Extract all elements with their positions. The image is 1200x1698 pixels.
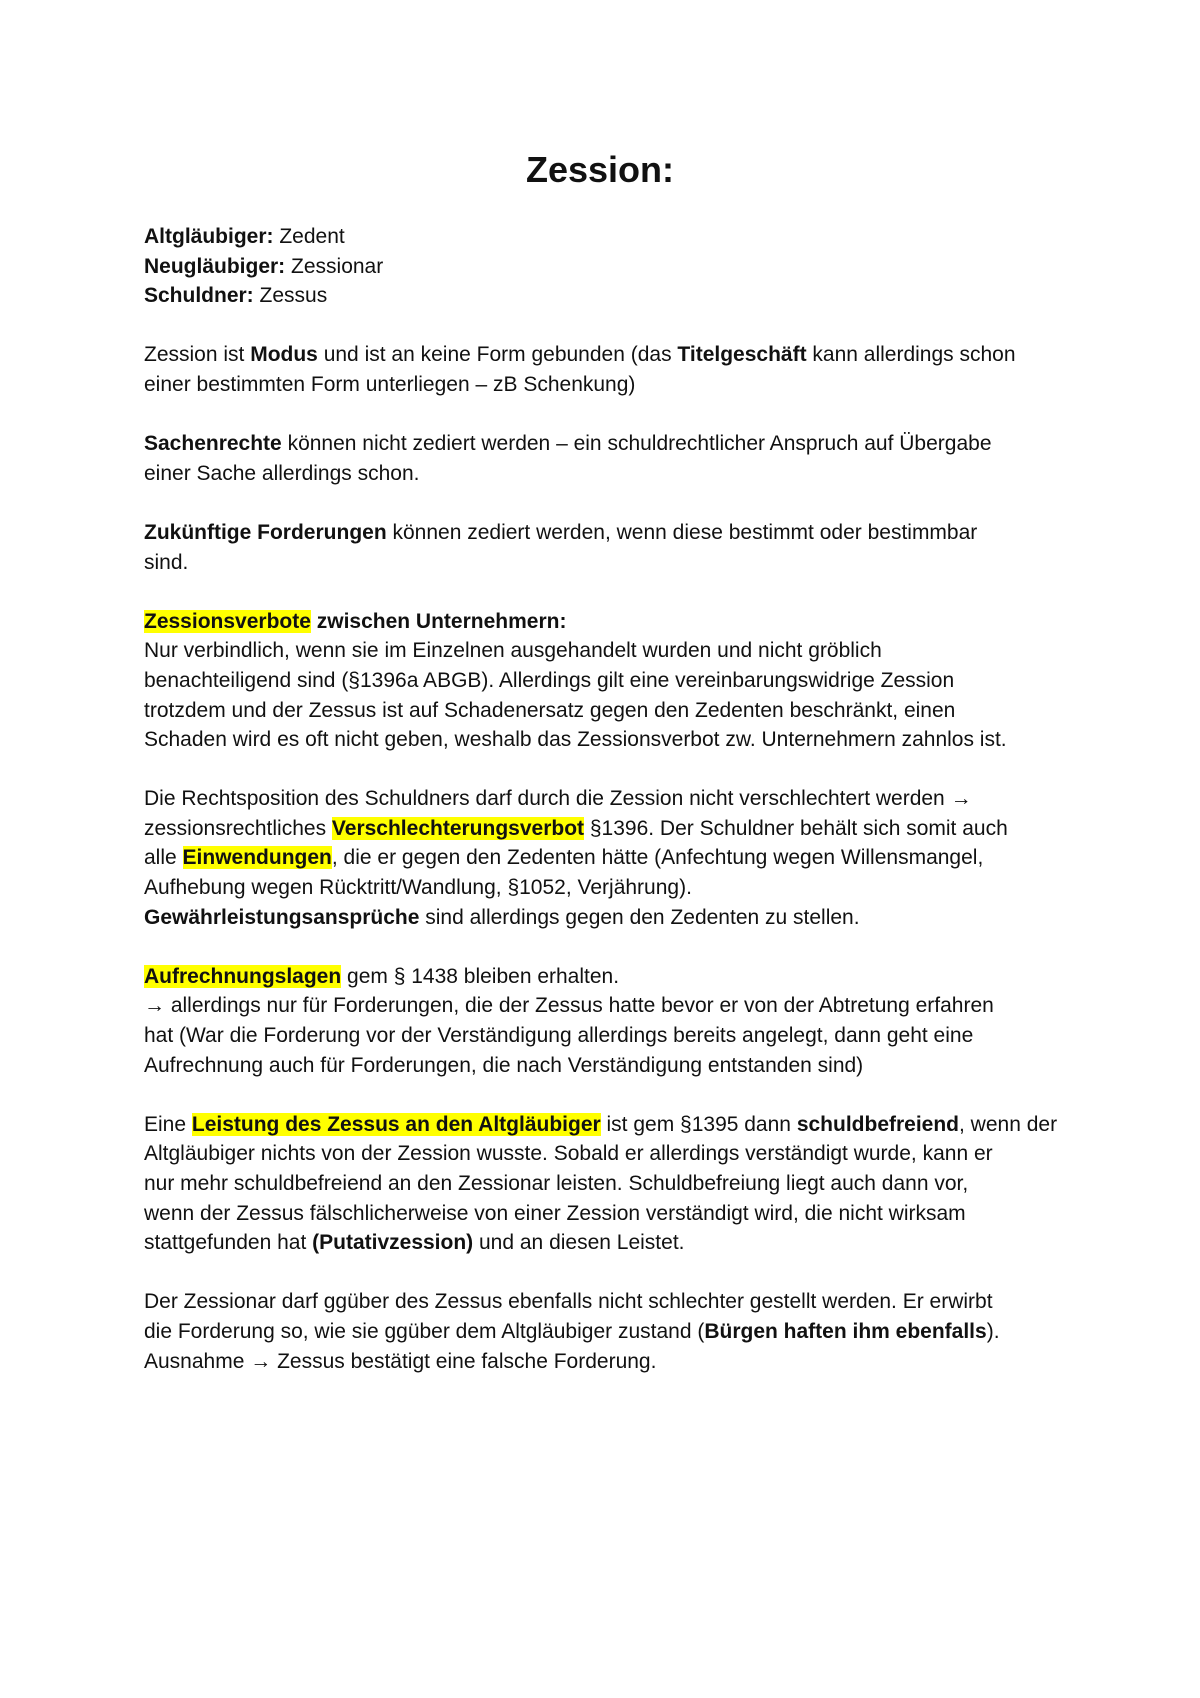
role-value: Zedent: [273, 225, 345, 248]
text-line: [144, 991, 1074, 1021]
text-span: Ausnahme: [144, 1349, 251, 1373]
highlighted-term: Zessionsverbote: [144, 609, 311, 633]
highlighted-term: Leistung des Zessus an den Altgläubiger: [191, 1112, 601, 1136]
text-line: wenn der Zessus fälschlicherweise von einer Zession verständigt wird, die nicht wirksam: [144, 1201, 966, 1225]
bold-term: Zukünftige Forderungen: [144, 520, 387, 544]
paragraph-modus: [144, 340, 1074, 399]
text-line: trotzdem und der Zessus ist auf Schadenersatz gegen den Zedenten beschränkt, einen: [144, 698, 956, 722]
paragraph-zessionsverbote: [144, 607, 1074, 755]
text-span: können zediert werden, wenn diese bestimmt oder bestimmbar: [386, 520, 978, 544]
text-line: [144, 903, 1074, 933]
paragraph-sachenrechte: [144, 429, 1074, 488]
text-span: und an diesen Leistet.: [473, 1231, 685, 1255]
arrow-right-icon: →: [950, 787, 972, 811]
highlighted-term: Einwendungen: [182, 846, 332, 870]
text-line: benachteiligend sind (§1396a ABGB). Allerdings gilt eine vereinbarungswidrige Zession: [144, 668, 955, 692]
document-body: [144, 222, 1074, 1406]
text-span: gem § 1438 bleiben erhalten.: [341, 964, 620, 988]
role-label: Neugläubiger:: [144, 254, 286, 278]
text-span: sind allerdings gegen den Zedenten zu stellen.: [419, 905, 860, 929]
text-span: kann allerdings schon: [806, 343, 1016, 367]
text-line: Nur verbindlich, wenn sie im Einzelnen ausgehandelt wurden und nicht gröblich: [144, 639, 882, 663]
text-span: Zession ist: [144, 343, 251, 367]
text-line: [144, 1228, 1074, 1258]
text-line: hat (War die Forderung vor der Verständigung allerdings bereits angelegt, dann geht eine: [144, 1024, 974, 1048]
arrow-right-icon: →: [144, 994, 165, 1018]
text-line: [144, 784, 1074, 814]
text-span: die Forderung so, wie sie ggüber dem Altgläubiger zustand (: [144, 1319, 705, 1343]
text-line: einer bestimmten Form unterliegen – zB Schenkung): [144, 372, 636, 396]
paragraph-leistung: [144, 1110, 1074, 1258]
arrow-right-icon: →: [250, 1349, 272, 1373]
text-span: stattgefunden hat: [144, 1231, 313, 1255]
bold-term: Bürgen haften ihm ebenfalls: [704, 1319, 987, 1343]
bold-term: Titelgeschäft: [677, 343, 807, 367]
text-line: Der Zessionar darf ggüber des Zessus ebenfalls nicht schlechter gestellt werden. Er erwirbt: [144, 1290, 993, 1314]
role-value: Zessus: [253, 284, 328, 308]
text-line: Aufrechnung auch für Forderungen, die nach Verständigung entstanden sind): [144, 1053, 864, 1077]
role-label: Schuldner:: [144, 284, 254, 308]
paragraph-zukuenftige-forderungen: [144, 518, 1074, 577]
text-line: [144, 1347, 1074, 1377]
role-label: Altgläubiger:: [144, 225, 274, 248]
bold-term: Sachenrechte: [144, 432, 282, 456]
text-span: und ist an keine Form gebunden (das: [317, 343, 678, 367]
text-line: [144, 429, 1074, 459]
text-line: nur mehr schuldbefreiend an den Zessionar leisten. Schuldbefreiung liegt auch dann vor,: [144, 1172, 969, 1195]
text-span: allerdings nur für Forderungen, die der Zessus hatte bevor er von der Abtretung erfahren: [165, 994, 994, 1018]
highlighted-term: Aufrechnungslagen: [144, 964, 342, 988]
text-span: , wenn der: [959, 1112, 1058, 1136]
roles-block: [144, 222, 1074, 311]
text-line: [144, 843, 1074, 873]
text-span: ).: [986, 1319, 1000, 1343]
text-span: §1396. Der Schuldner behält sich somit auch: [584, 816, 1008, 840]
text-line: [144, 1317, 1074, 1347]
text-span: ist gem §1395 dann: [600, 1112, 797, 1136]
text-line: [144, 340, 1074, 370]
bold-term: schuldbefreiend: [796, 1112, 960, 1136]
bold-term: Gewährleistungsansprüche: [144, 905, 420, 929]
text-line: Schaden wird es oft nicht geben, weshalb das Zessionsverbot zw. Unternehmern zahnlos ist.: [144, 728, 1007, 752]
bold-term: (Putativzession): [312, 1231, 474, 1255]
paragraph-zessionar: [144, 1287, 1074, 1376]
text-span: alle: [144, 846, 183, 870]
text-line: [144, 607, 1074, 637]
text-line: [144, 518, 1074, 548]
text-line: [144, 814, 1074, 844]
text-span: Die Rechtsposition des Schuldners darf durch die Zession nicht verschlechtert werden: [144, 787, 951, 811]
role-line: [144, 222, 1074, 252]
text-span: können nicht zediert werden – ein schuldrechtlicher Anspruch auf Übergabe: [281, 432, 992, 456]
text-line: [144, 962, 1074, 992]
bold-term: zwischen Unternehmern:: [310, 609, 567, 633]
text-line: einer Sache allerdings schon.: [144, 461, 420, 485]
text-line: sind.: [144, 550, 189, 574]
text-line: Altgläubiger nichts von der Zession wusste. Sobald er allerdings verständigt wurde, kann er: [144, 1142, 993, 1166]
page-title: Zession:: [525, 149, 675, 190]
role-value: Zessionar: [285, 254, 384, 278]
highlighted-term: Verschlechterungsverbot: [331, 816, 585, 840]
paragraph-rechtsposition: [144, 784, 1074, 932]
bold-term: Modus: [250, 343, 318, 367]
text-span: Zessus bestätigt eine falsche Forderung.: [271, 1349, 657, 1373]
text-span: Eine: [144, 1112, 192, 1136]
text-line: [144, 1110, 1074, 1140]
role-line: [144, 281, 1074, 311]
text-line: Aufhebung wegen Rücktritt/Wandlung, §1052, Verjährung).: [144, 876, 692, 900]
text-span: , die er gegen den Zedenten hätte (Anfechtung wegen Willensmangel,: [331, 846, 984, 870]
paragraph-aufrechnungslagen: [144, 962, 1074, 1080]
text-span: zessionsrechtliches: [144, 816, 332, 840]
role-line: [144, 252, 1074, 282]
